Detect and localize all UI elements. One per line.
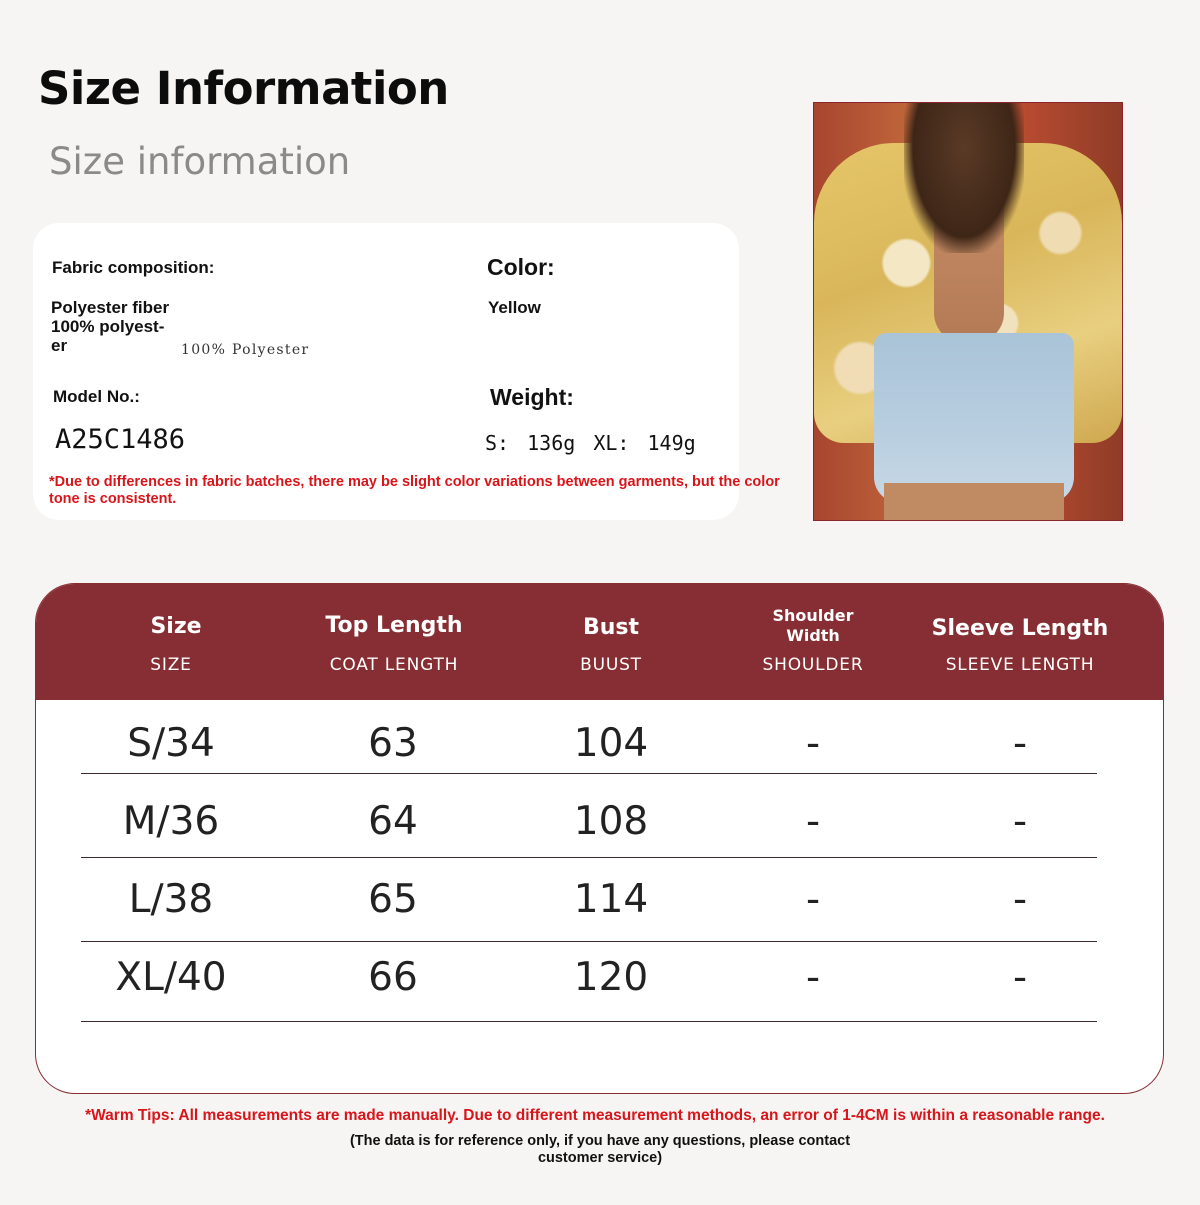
shorts-shape — [874, 333, 1074, 503]
legs-shape — [884, 483, 1064, 521]
cell-sleeve-m: - — [1012, 799, 1028, 844]
cell-size-s: S/34 — [127, 721, 215, 766]
table-header — [36, 584, 1163, 700]
weight-label: Weight: — [490, 384, 574, 410]
cell-size-m: M/36 — [122, 799, 220, 844]
cell-length-m: 64 — [368, 799, 418, 844]
model-label: Model No.: — [53, 387, 140, 406]
model-value: A25C1486 — [55, 424, 186, 455]
col-subheader-shoulder: SHOULDER — [762, 655, 864, 675]
col-header-top-length: Top Length — [325, 613, 463, 638]
row-divider — [81, 773, 1097, 774]
cell-length-s: 63 — [368, 721, 418, 766]
col-subheader-sleeve-length: SLEEVE LENGTH — [945, 655, 1095, 675]
color-variation-note: *Due to differences in fabric batches, there may be slight color variations between garments, but the color tone is consistent. — [49, 474, 780, 507]
cell-shoulder-xl: - — [805, 955, 821, 1000]
hair-shape — [904, 103, 1024, 253]
color-label: Color: — [487, 254, 555, 280]
row-divider — [81, 1021, 1097, 1022]
col-header-sleeve-length: Sleeve Length — [931, 616, 1109, 641]
color-value: Yellow — [488, 298, 541, 317]
fabric-value: Polyester fiber 100% polyest-er — [51, 298, 170, 355]
cell-sleeve-xl: - — [1012, 955, 1028, 1000]
weight-value: S: 136g XL: 149g — [485, 431, 696, 455]
cell-bust-l: 114 — [573, 877, 649, 922]
product-photo — [813, 102, 1123, 521]
cell-shoulder-l: - — [805, 877, 821, 922]
fabric-label: Fabric composition: — [52, 258, 215, 277]
page-subtitle: Size information — [49, 140, 351, 183]
cell-sleeve-s: - — [1012, 721, 1028, 766]
cell-length-xl: 66 — [368, 955, 418, 1000]
row-divider — [81, 941, 1097, 942]
col-subheader-size: SIZE — [150, 655, 192, 675]
fabric-value-en: 100% Polyester — [181, 342, 310, 358]
col-subheader-bust: BUUST — [580, 655, 642, 675]
cell-bust-xl: 120 — [573, 955, 649, 1000]
col-header-shoulder-width: Shoulder Width — [772, 606, 854, 645]
warm-tips: *Warm Tips: All measurements are made manually. Due to different measurement methods, an error of 1-4CM is within a reasonable range. — [85, 1107, 1105, 1124]
cell-length-l: 65 — [368, 877, 418, 922]
cell-bust-m: 108 — [573, 799, 649, 844]
cell-size-l: L/38 — [128, 877, 214, 922]
cell-size-xl: XL/40 — [115, 955, 227, 1000]
cell-bust-s: 104 — [573, 721, 649, 766]
size-table — [35, 583, 1164, 1094]
reference-note: (The data is for reference only, if you have any questions, please contact customer service) — [349, 1133, 851, 1166]
col-header-size: Size — [150, 614, 202, 639]
cell-shoulder-s: - — [805, 721, 821, 766]
cell-sleeve-l: - — [1012, 877, 1028, 922]
cell-shoulder-m: - — [805, 799, 821, 844]
row-divider — [81, 857, 1097, 858]
col-header-bust: Bust — [582, 615, 640, 640]
page-title: Size Information — [38, 62, 449, 115]
col-subheader-coat-length: COAT LENGTH — [329, 655, 459, 675]
